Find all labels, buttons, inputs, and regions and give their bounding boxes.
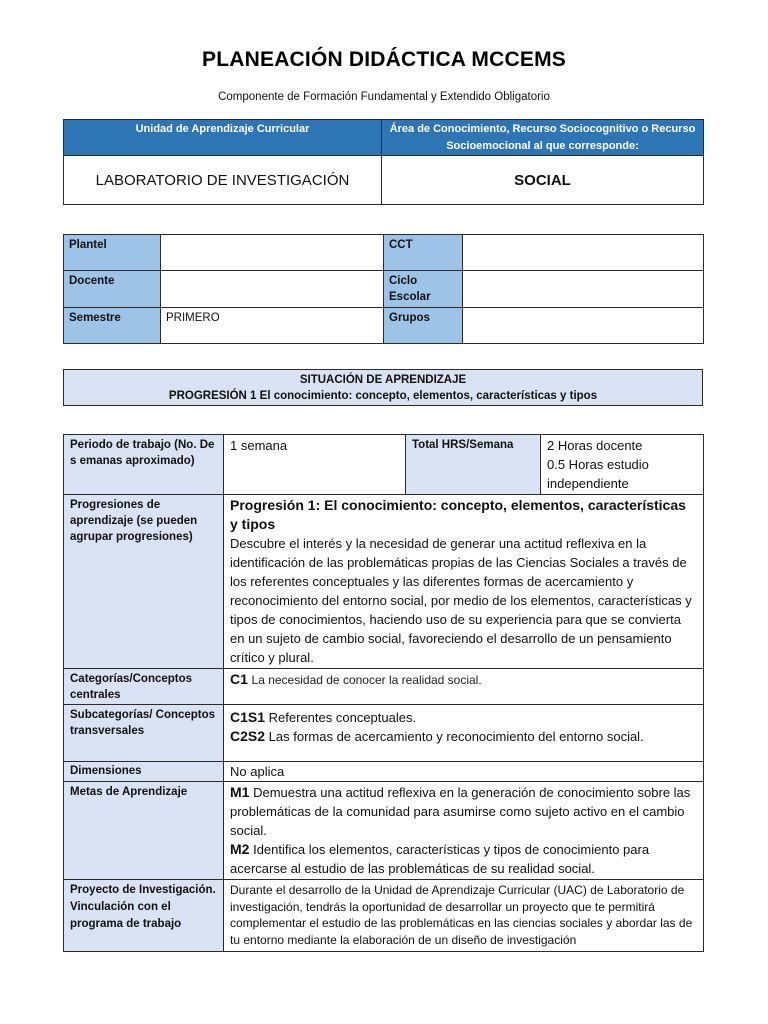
docente-field[interactable] [161, 271, 384, 308]
uac-value: LABORATORIO DE INVESTIGACIÓN [64, 156, 382, 205]
proyecto-label: Proyecto de Investigación. Vinculación con el programa de trabajo [64, 880, 224, 952]
area-value: SOCIAL [382, 156, 704, 205]
metas-value [224, 782, 704, 880]
meta-code: M2 [230, 841, 250, 857]
meta-item [230, 783, 697, 840]
hours-line: 0.5 Horas estudio [547, 457, 649, 472]
situacion-heading: SITUACIÓN DE APRENDIZAJE [299, 374, 467, 386]
subcategory-item [230, 708, 697, 727]
grupos-label: Grupos [384, 308, 463, 344]
metas-row [64, 782, 704, 880]
plantel-field[interactable] [161, 235, 384, 271]
proyecto-value: Durante el desarrollo de la Unidad de Aprendizaje Curricular (UAC) de Laboratorio de investigación, tendrás la oportunidad de desarrollar un proyecto que te permitirá complementar el estudio de las problemáticas en las ciencias sociales y abordar las de tu entorno mediante la elaboración de un diseño de investigación [224, 880, 704, 952]
plantel-label: Plantel [64, 235, 161, 271]
meta-code: M1 [230, 784, 250, 800]
uac-header: Unidad de Aprendizaje Curricular [64, 120, 382, 156]
semestre-field[interactable]: PRIMERO [161, 308, 384, 344]
proyecto-row [64, 880, 704, 952]
document-title: PLANEACIÓN DIDÁCTICA MCCEMS [202, 48, 566, 71]
hours-line: 2 Horas docente [547, 438, 643, 453]
progression-title: Progresión 1: El conocimiento: concepto, elementos, características y tipos [230, 497, 686, 532]
category-code: C1 [230, 671, 248, 687]
metas-label: Metas de Aprendizaje [64, 782, 224, 880]
situacion-progression: PROGRESIÓN 1 El conocimiento: concepto, elementos, características y tipos [168, 390, 598, 402]
info-row [64, 235, 704, 271]
plan-table [63, 434, 704, 952]
periodo-value: 1 semana [224, 435, 406, 495]
meta-item [230, 840, 697, 878]
periodo-label: Periodo de trabajo (No. De s emanas aproximado) [64, 435, 224, 495]
meta-text: Demuestra una actitud reflexiva en la generación de conocimiento sobre las problemáticas de la comunidad para asumirse como sujeto activo en el cambio social. [230, 785, 691, 838]
uac-table [63, 119, 704, 205]
area-header: Área de Conocimiento, Recurso Sociocognitivo o Recurso Socioemocional al que corresponde: [382, 120, 704, 156]
progression-text: Descubre el interés y la necesidad de generar una actitud reflexiva en la identificación de las problemáticas propias de las Ciencias Sociales a través de los referentes conceptuales y las diferentes formas de acercamiento y reconocimiento del entorno social, por medio de los elementos, características y tipos de conocimientos, haciendo uso de su experiencia para que se convierta en un sujeto de cambio social, favoreciendo el desarrollo de un pensamiento crítico y plural. [230, 536, 692, 665]
info-row [64, 271, 704, 308]
progresiones-value [224, 495, 704, 669]
subcategory-text: Referentes conceptuales. [268, 710, 417, 725]
categorias-label: Categorías/Conceptos centrales [64, 669, 224, 705]
periodo-row [64, 435, 704, 495]
subcategory-item [230, 727, 697, 746]
hours-value [541, 435, 704, 495]
categorias-value [224, 669, 704, 705]
subcategorias-value [224, 705, 704, 762]
cct-label: CCT [384, 235, 463, 271]
ciclo-escolar-field[interactable] [463, 271, 704, 308]
dimensiones-row [64, 762, 704, 782]
progresiones-label: Progresiones de aprendizaje (se pueden agrupar progresiones) [64, 495, 224, 669]
situacion-box [63, 369, 703, 406]
grupos-field[interactable] [463, 308, 704, 344]
subcategorias-row [64, 705, 704, 762]
info-table [63, 234, 704, 344]
info-row [64, 308, 704, 344]
cct-field[interactable] [463, 235, 704, 271]
semestre-label: Semestre [64, 308, 161, 344]
dimensiones-value: No aplica [224, 762, 704, 782]
subcategorias-label: Subcategorías/ Conceptos transversales [64, 705, 224, 762]
meta-text: Identifica los elementos, características y tipos de conocimiento para acercarse al estudio de las problemáticas de su realidad social. [230, 842, 650, 876]
hours-line: independiente [547, 476, 629, 491]
ciclo-escolar-label: Ciclo Escolar [384, 271, 463, 308]
subcategory-code: C2S2 [230, 728, 266, 744]
progresiones-row [64, 495, 704, 669]
dimensiones-label: Dimensiones [64, 762, 224, 782]
docente-label: Docente [64, 271, 161, 308]
subcategory-code: C1S1 [230, 709, 266, 725]
category-text: La necesidad de conocer la realidad social. [251, 673, 482, 687]
categorias-row [64, 669, 704, 705]
hours-label: Total HRS/Semana [406, 435, 541, 495]
document-subtitle: Componente de Formación Fundamental y Extendido Obligatorio [218, 91, 550, 103]
subcategory-text: Las formas de acercamiento y reconocimiento del entorno social. [268, 729, 644, 744]
